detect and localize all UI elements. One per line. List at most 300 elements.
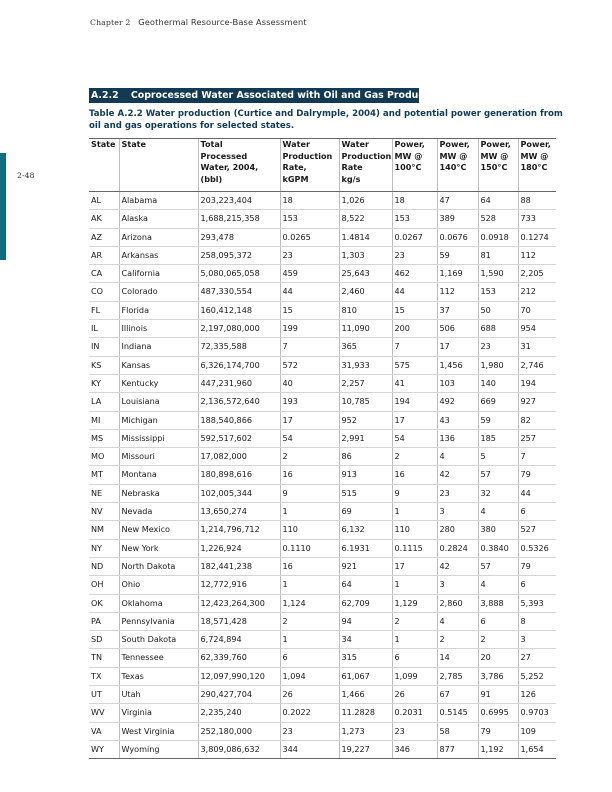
table-cell: 31 xyxy=(518,338,556,356)
table-cell: 18 xyxy=(392,192,437,210)
table-cell: Kansas xyxy=(119,356,198,374)
table-cell: 153 xyxy=(392,210,437,228)
table-cell: 3,809,086,632 xyxy=(198,740,280,758)
table-cell: 88 xyxy=(518,192,556,210)
table-cell: ND xyxy=(89,557,119,575)
table-cell: 140 xyxy=(478,374,518,392)
table-cell: 103 xyxy=(437,374,478,392)
running-header xyxy=(90,17,307,27)
table-cell: 487,330,554 xyxy=(198,283,280,301)
table-cell: 17 xyxy=(392,411,437,429)
table-cell: 59 xyxy=(437,246,478,264)
table-cell: UT xyxy=(89,686,119,704)
table-cell: 18,571,428 xyxy=(198,612,280,630)
table-cell: 8 xyxy=(518,612,556,630)
table-cell: 492 xyxy=(437,393,478,411)
table-cell: 109 xyxy=(518,722,556,740)
table-cell: 11,090 xyxy=(339,320,392,338)
table-cell: 2,257 xyxy=(339,374,392,392)
table-cell: 1,214,796,712 xyxy=(198,521,280,539)
table-cell: 1,094 xyxy=(280,667,339,685)
table-cell: 44 xyxy=(280,283,339,301)
table-cell: 54 xyxy=(392,429,437,447)
table-cell: 2,205 xyxy=(518,265,556,283)
table-cell: 2,991 xyxy=(339,429,392,447)
table-cell: 3 xyxy=(437,503,478,521)
table-row xyxy=(89,740,556,758)
table-cell: 4 xyxy=(478,503,518,521)
table-cell: 23 xyxy=(478,338,518,356)
table-cell: 188,540,866 xyxy=(198,411,280,429)
table-cell: 1,654 xyxy=(518,740,556,758)
table-cell: 19,227 xyxy=(339,740,392,758)
table-cell: NM xyxy=(89,521,119,539)
table-cell: 79 xyxy=(518,466,556,484)
table-cell: 0.1115 xyxy=(392,539,437,557)
table-cell: 0.0918 xyxy=(478,228,518,246)
table-cell: 9 xyxy=(392,484,437,502)
table-row xyxy=(89,557,556,575)
table-cell: 44 xyxy=(518,484,556,502)
table-cell: 380 xyxy=(478,521,518,539)
table-cell: 6 xyxy=(518,576,556,594)
table-cell: 25,643 xyxy=(339,265,392,283)
table-cell: 102,005,344 xyxy=(198,484,280,502)
table-cell: 23 xyxy=(392,722,437,740)
table-cell: 7 xyxy=(518,448,556,466)
table-cell: 6 xyxy=(392,649,437,667)
table-cell: 34 xyxy=(339,631,392,649)
chapter-label: Chapter 2 xyxy=(90,18,131,27)
table-cell: 61,067 xyxy=(339,667,392,685)
table-cell: Virginia xyxy=(119,704,198,722)
table-cell: 1,688,215,358 xyxy=(198,210,280,228)
table-cell: 1,226,924 xyxy=(198,539,280,557)
table-cell: 72,335,588 xyxy=(198,338,280,356)
table-cell: 44 xyxy=(392,283,437,301)
table-row xyxy=(89,374,556,392)
column-header-line: Water xyxy=(341,139,369,149)
side-tab-bar xyxy=(0,153,6,260)
table-cell: Colorado xyxy=(119,283,198,301)
table-cell: 31,933 xyxy=(339,356,392,374)
column-header-line: 100°C xyxy=(394,162,422,172)
table-row xyxy=(89,649,556,667)
table-cell: Ohio xyxy=(119,576,198,594)
table-cell: 346 xyxy=(392,740,437,758)
table-cell: 18 xyxy=(280,192,339,210)
table-cell: LA xyxy=(89,393,119,411)
section-number: A.2.2 xyxy=(91,90,119,101)
table-cell: Nevada xyxy=(119,503,198,521)
table-cell: 182,441,238 xyxy=(198,557,280,575)
table-cell: 0.5326 xyxy=(518,539,556,557)
table-row xyxy=(89,192,556,210)
column-header xyxy=(119,139,198,192)
column-header xyxy=(89,139,119,192)
table-cell: 194 xyxy=(518,374,556,392)
table-cell: North Dakota xyxy=(119,557,198,575)
table-cell: 2 xyxy=(478,631,518,649)
table-cell: NE xyxy=(89,484,119,502)
table-cell: 42 xyxy=(437,466,478,484)
table-cell: 6 xyxy=(280,649,339,667)
table-cell: 58 xyxy=(437,722,478,740)
table-row xyxy=(89,448,556,466)
table-cell: 26 xyxy=(280,686,339,704)
table-cell: 4 xyxy=(478,576,518,594)
table-cell: 528 xyxy=(478,210,518,228)
table-header xyxy=(89,139,556,192)
table-row xyxy=(89,356,556,374)
table-cell: 37 xyxy=(437,301,478,319)
table-cell: KY xyxy=(89,374,119,392)
table-cell: 110 xyxy=(280,521,339,539)
table-cell: 67 xyxy=(437,686,478,704)
table-cell: 0.1274 xyxy=(518,228,556,246)
table-row xyxy=(89,722,556,740)
table-cell: 0.2824 xyxy=(437,539,478,557)
table-cell: 1,980 xyxy=(478,356,518,374)
table-row xyxy=(89,429,556,447)
table-cell: 2 xyxy=(392,448,437,466)
table-cell: 257 xyxy=(518,429,556,447)
table-cell: 293,478 xyxy=(198,228,280,246)
table-cell: OH xyxy=(89,576,119,594)
table-cell: NV xyxy=(89,503,119,521)
table-cell: 1,026 xyxy=(339,192,392,210)
table-cell: 199 xyxy=(280,320,339,338)
table-cell: SD xyxy=(89,631,119,649)
table-cell: 153 xyxy=(280,210,339,228)
table-cell: 1,099 xyxy=(392,667,437,685)
column-header-line: (bbl) xyxy=(200,173,223,184)
table-row xyxy=(89,539,556,557)
table-cell: 0.1110 xyxy=(280,539,339,557)
table-cell: Arkansas xyxy=(119,246,198,264)
table-cell: 0.5145 xyxy=(437,704,478,722)
table-cell: Illinois xyxy=(119,320,198,338)
table-cell: 315 xyxy=(339,649,392,667)
column-header-line: Production xyxy=(282,150,333,161)
column-header-line: 180°C xyxy=(520,162,548,172)
table-cell: 27 xyxy=(518,649,556,667)
table-cell: 4 xyxy=(437,612,478,630)
table-cell: 1,129 xyxy=(392,594,437,612)
table-cell: 16 xyxy=(280,557,339,575)
table-cell: 515 xyxy=(339,484,392,502)
table-cell: 126 xyxy=(518,686,556,704)
table-cell: 17,082,000 xyxy=(198,448,280,466)
table-cell: 47 xyxy=(437,192,478,210)
table-cell: 459 xyxy=(280,265,339,283)
table-row xyxy=(89,466,556,484)
table-cell: 5,080,065,058 xyxy=(198,265,280,283)
table-row xyxy=(89,301,556,319)
table-cell: Missouri xyxy=(119,448,198,466)
table-cell: 2 xyxy=(437,631,478,649)
table-cell: 79 xyxy=(478,722,518,740)
table-cell: 112 xyxy=(518,246,556,264)
table-cell: Florida xyxy=(119,301,198,319)
table-row xyxy=(89,338,556,356)
table-cell: 64 xyxy=(478,192,518,210)
table-cell: 2 xyxy=(280,612,339,630)
table-cell: 1 xyxy=(280,503,339,521)
table-cell: 572 xyxy=(280,356,339,374)
table-cell: 10,785 xyxy=(339,393,392,411)
table-cell: 23 xyxy=(280,246,339,264)
table-cell: 20 xyxy=(478,649,518,667)
column-header-line: Water, 2004, xyxy=(200,162,259,172)
table-cell: 70 xyxy=(518,301,556,319)
table-cell: VA xyxy=(89,722,119,740)
table-cell: 6.1931 xyxy=(339,539,392,557)
table-cell: 0.0267 xyxy=(392,228,437,246)
table-row xyxy=(89,686,556,704)
table-cell: 17 xyxy=(280,411,339,429)
table-cell: 3 xyxy=(518,631,556,649)
table-cell: 6,326,174,700 xyxy=(198,356,280,374)
table-row xyxy=(89,521,556,539)
chapter-title: Geothermal Resource-Base Assessment xyxy=(138,17,307,27)
column-header-line: MW @ xyxy=(394,150,423,161)
table-cell: 669 xyxy=(478,393,518,411)
table-cell: 575 xyxy=(392,356,437,374)
water-production-table xyxy=(89,138,556,759)
table-cell: 54 xyxy=(280,429,339,447)
table-cell: 506 xyxy=(437,320,478,338)
table-cell: 258,095,372 xyxy=(198,246,280,264)
column-header-line: Total xyxy=(200,139,223,149)
table-cell: 6,724,894 xyxy=(198,631,280,649)
table-row xyxy=(89,667,556,685)
table-cell: 3,888 xyxy=(478,594,518,612)
table-cell: 160,412,148 xyxy=(198,301,280,319)
table-cell: 344 xyxy=(280,740,339,758)
table-cell: 16 xyxy=(280,466,339,484)
page-number: 2-48 xyxy=(17,171,35,180)
column-header xyxy=(198,139,280,192)
table-cell: 41 xyxy=(392,374,437,392)
table-cell: 50 xyxy=(478,301,518,319)
table-cell: 13,650,274 xyxy=(198,503,280,521)
table-cell: 6,132 xyxy=(339,521,392,539)
table-cell: 64 xyxy=(339,576,392,594)
table-cell: IN xyxy=(89,338,119,356)
table-cell: 57 xyxy=(478,466,518,484)
table-cell: 1 xyxy=(280,631,339,649)
table-caption: Table A.2.2 Water production (Curtice and Dalrymple, 2004) and potential power generation from oil and gas operations for selected states. xyxy=(89,109,563,131)
table-cell: 23 xyxy=(437,484,478,502)
table-cell: 877 xyxy=(437,740,478,758)
section-heading xyxy=(89,88,445,103)
table-cell: 59 xyxy=(478,411,518,429)
table-cell: 810 xyxy=(339,301,392,319)
table-cell: 136 xyxy=(437,429,478,447)
table-cell: WY xyxy=(89,740,119,758)
table-cell: PA xyxy=(89,612,119,630)
table-cell: 9 xyxy=(280,484,339,502)
table-cell: 2,136,572,640 xyxy=(198,393,280,411)
table-cell: CO xyxy=(89,283,119,301)
table-cell: AL xyxy=(89,192,119,210)
table-cell: 1,124 xyxy=(280,594,339,612)
table-cell: 1,192 xyxy=(478,740,518,758)
table-row xyxy=(89,594,556,612)
table-cell: 1,456 xyxy=(437,356,478,374)
table-cell: FL xyxy=(89,301,119,319)
table-cell: 91 xyxy=(478,686,518,704)
table-cell: 79 xyxy=(518,557,556,575)
table-cell: 2 xyxy=(280,448,339,466)
table-cell: 5,393 xyxy=(518,594,556,612)
table-row xyxy=(89,576,556,594)
table-cell: 203,223,404 xyxy=(198,192,280,210)
table-cell: MS xyxy=(89,429,119,447)
table-cell: South Dakota xyxy=(119,631,198,649)
table-cell: 200 xyxy=(392,320,437,338)
table-cell: 40 xyxy=(280,374,339,392)
column-header-line: Processed xyxy=(200,150,248,161)
column-header xyxy=(280,139,339,192)
table-cell: 193 xyxy=(280,393,339,411)
table-cell: Wyoming xyxy=(119,740,198,758)
table-cell: 14 xyxy=(437,649,478,667)
table-cell: 1 xyxy=(392,576,437,594)
table-row xyxy=(89,503,556,521)
section-title: Coprocessed Water Associated with Oil and Gas Production xyxy=(130,90,445,101)
table-cell: 12,772,916 xyxy=(198,576,280,594)
table-cell: 82 xyxy=(518,411,556,429)
table-cell: MI xyxy=(89,411,119,429)
table-cell: 365 xyxy=(339,338,392,356)
column-header-line: Power, xyxy=(394,139,425,149)
column-header-line: MW @ xyxy=(520,150,549,161)
table-cell: Kentucky xyxy=(119,374,198,392)
table-cell: 733 xyxy=(518,210,556,228)
table-cell: OK xyxy=(89,594,119,612)
table-cell: 1.4814 xyxy=(339,228,392,246)
table-cell: 1,590 xyxy=(478,265,518,283)
table-cell: 1,303 xyxy=(339,246,392,264)
table-cell: Utah xyxy=(119,686,198,704)
column-header-line: kg/s xyxy=(341,173,361,184)
table-cell: 2,460 xyxy=(339,283,392,301)
table-cell: 62,709 xyxy=(339,594,392,612)
table-cell: Mississippi xyxy=(119,429,198,447)
table-cell: 23 xyxy=(280,722,339,740)
table-row xyxy=(89,411,556,429)
column-header-line: Power, xyxy=(439,139,470,149)
table-cell: 280 xyxy=(437,521,478,539)
table-cell: 86 xyxy=(339,448,392,466)
table-cell: TX xyxy=(89,667,119,685)
column-header-line: MW @ xyxy=(439,150,468,161)
column-header-line: State xyxy=(121,139,147,149)
table-cell: 81 xyxy=(478,246,518,264)
table-cell: 12,097,990,120 xyxy=(198,667,280,685)
column-header-line: Rate xyxy=(341,162,363,172)
table-cell: 913 xyxy=(339,466,392,484)
table-cell: Indiana xyxy=(119,338,198,356)
table-row xyxy=(89,484,556,502)
table-cell: 952 xyxy=(339,411,392,429)
table-cell: California xyxy=(119,265,198,283)
table-cell: 1,466 xyxy=(339,686,392,704)
table-cell: 3,786 xyxy=(478,667,518,685)
table-cell: MO xyxy=(89,448,119,466)
column-header-line: Power, xyxy=(520,139,551,149)
table-cell: 0.0676 xyxy=(437,228,478,246)
table-cell: 57 xyxy=(478,557,518,575)
table-cell: AR xyxy=(89,246,119,264)
table-cell: New York xyxy=(119,539,198,557)
table-cell: NY xyxy=(89,539,119,557)
table-cell: 16 xyxy=(392,466,437,484)
table-row xyxy=(89,704,556,722)
table-cell: 94 xyxy=(339,612,392,630)
table-cell: 0.6995 xyxy=(478,704,518,722)
table-cell: 462 xyxy=(392,265,437,283)
column-header xyxy=(392,139,437,192)
table-cell: 11.2828 xyxy=(339,704,392,722)
table-cell: 7 xyxy=(392,338,437,356)
table-cell: 26 xyxy=(392,686,437,704)
table-cell: TN xyxy=(89,649,119,667)
table-cell: Texas xyxy=(119,667,198,685)
table-cell: 1 xyxy=(392,631,437,649)
table-cell: 62,339,760 xyxy=(198,649,280,667)
table-row xyxy=(89,246,556,264)
table-cell: 954 xyxy=(518,320,556,338)
table-cell: New Mexico xyxy=(119,521,198,539)
table-cell: 527 xyxy=(518,521,556,539)
table-cell: Arizona xyxy=(119,228,198,246)
table-cell: 2,785 xyxy=(437,667,478,685)
column-header-line: kGPM xyxy=(282,173,309,184)
table-row xyxy=(89,393,556,411)
table-cell: 2,197,080,000 xyxy=(198,320,280,338)
table-cell: 2,235,240 xyxy=(198,704,280,722)
table-cell: 688 xyxy=(478,320,518,338)
table-cell: 110 xyxy=(392,521,437,539)
table-cell: 12,423,264,300 xyxy=(198,594,280,612)
table-cell: 2,746 xyxy=(518,356,556,374)
table-cell: 17 xyxy=(392,557,437,575)
table-cell: West Virginia xyxy=(119,722,198,740)
column-header-line: MW @ xyxy=(480,150,509,161)
table-cell: 0.2031 xyxy=(392,704,437,722)
table-cell: Michigan xyxy=(119,411,198,429)
table-cell: 7 xyxy=(280,338,339,356)
table-cell: 5,252 xyxy=(518,667,556,685)
table-cell: 1 xyxy=(280,576,339,594)
column-header-line: Water xyxy=(282,139,310,149)
table-cell: 592,517,602 xyxy=(198,429,280,447)
table-cell: Alaska xyxy=(119,210,198,228)
table-cell: IL xyxy=(89,320,119,338)
table-cell: AK xyxy=(89,210,119,228)
table-cell: Nebraska xyxy=(119,484,198,502)
table-row xyxy=(89,210,556,228)
table-cell: 17 xyxy=(437,338,478,356)
header-row xyxy=(89,139,556,192)
column-header xyxy=(478,139,518,192)
table-row xyxy=(89,320,556,338)
table-cell: 43 xyxy=(437,411,478,429)
table-cell: 23 xyxy=(392,246,437,264)
